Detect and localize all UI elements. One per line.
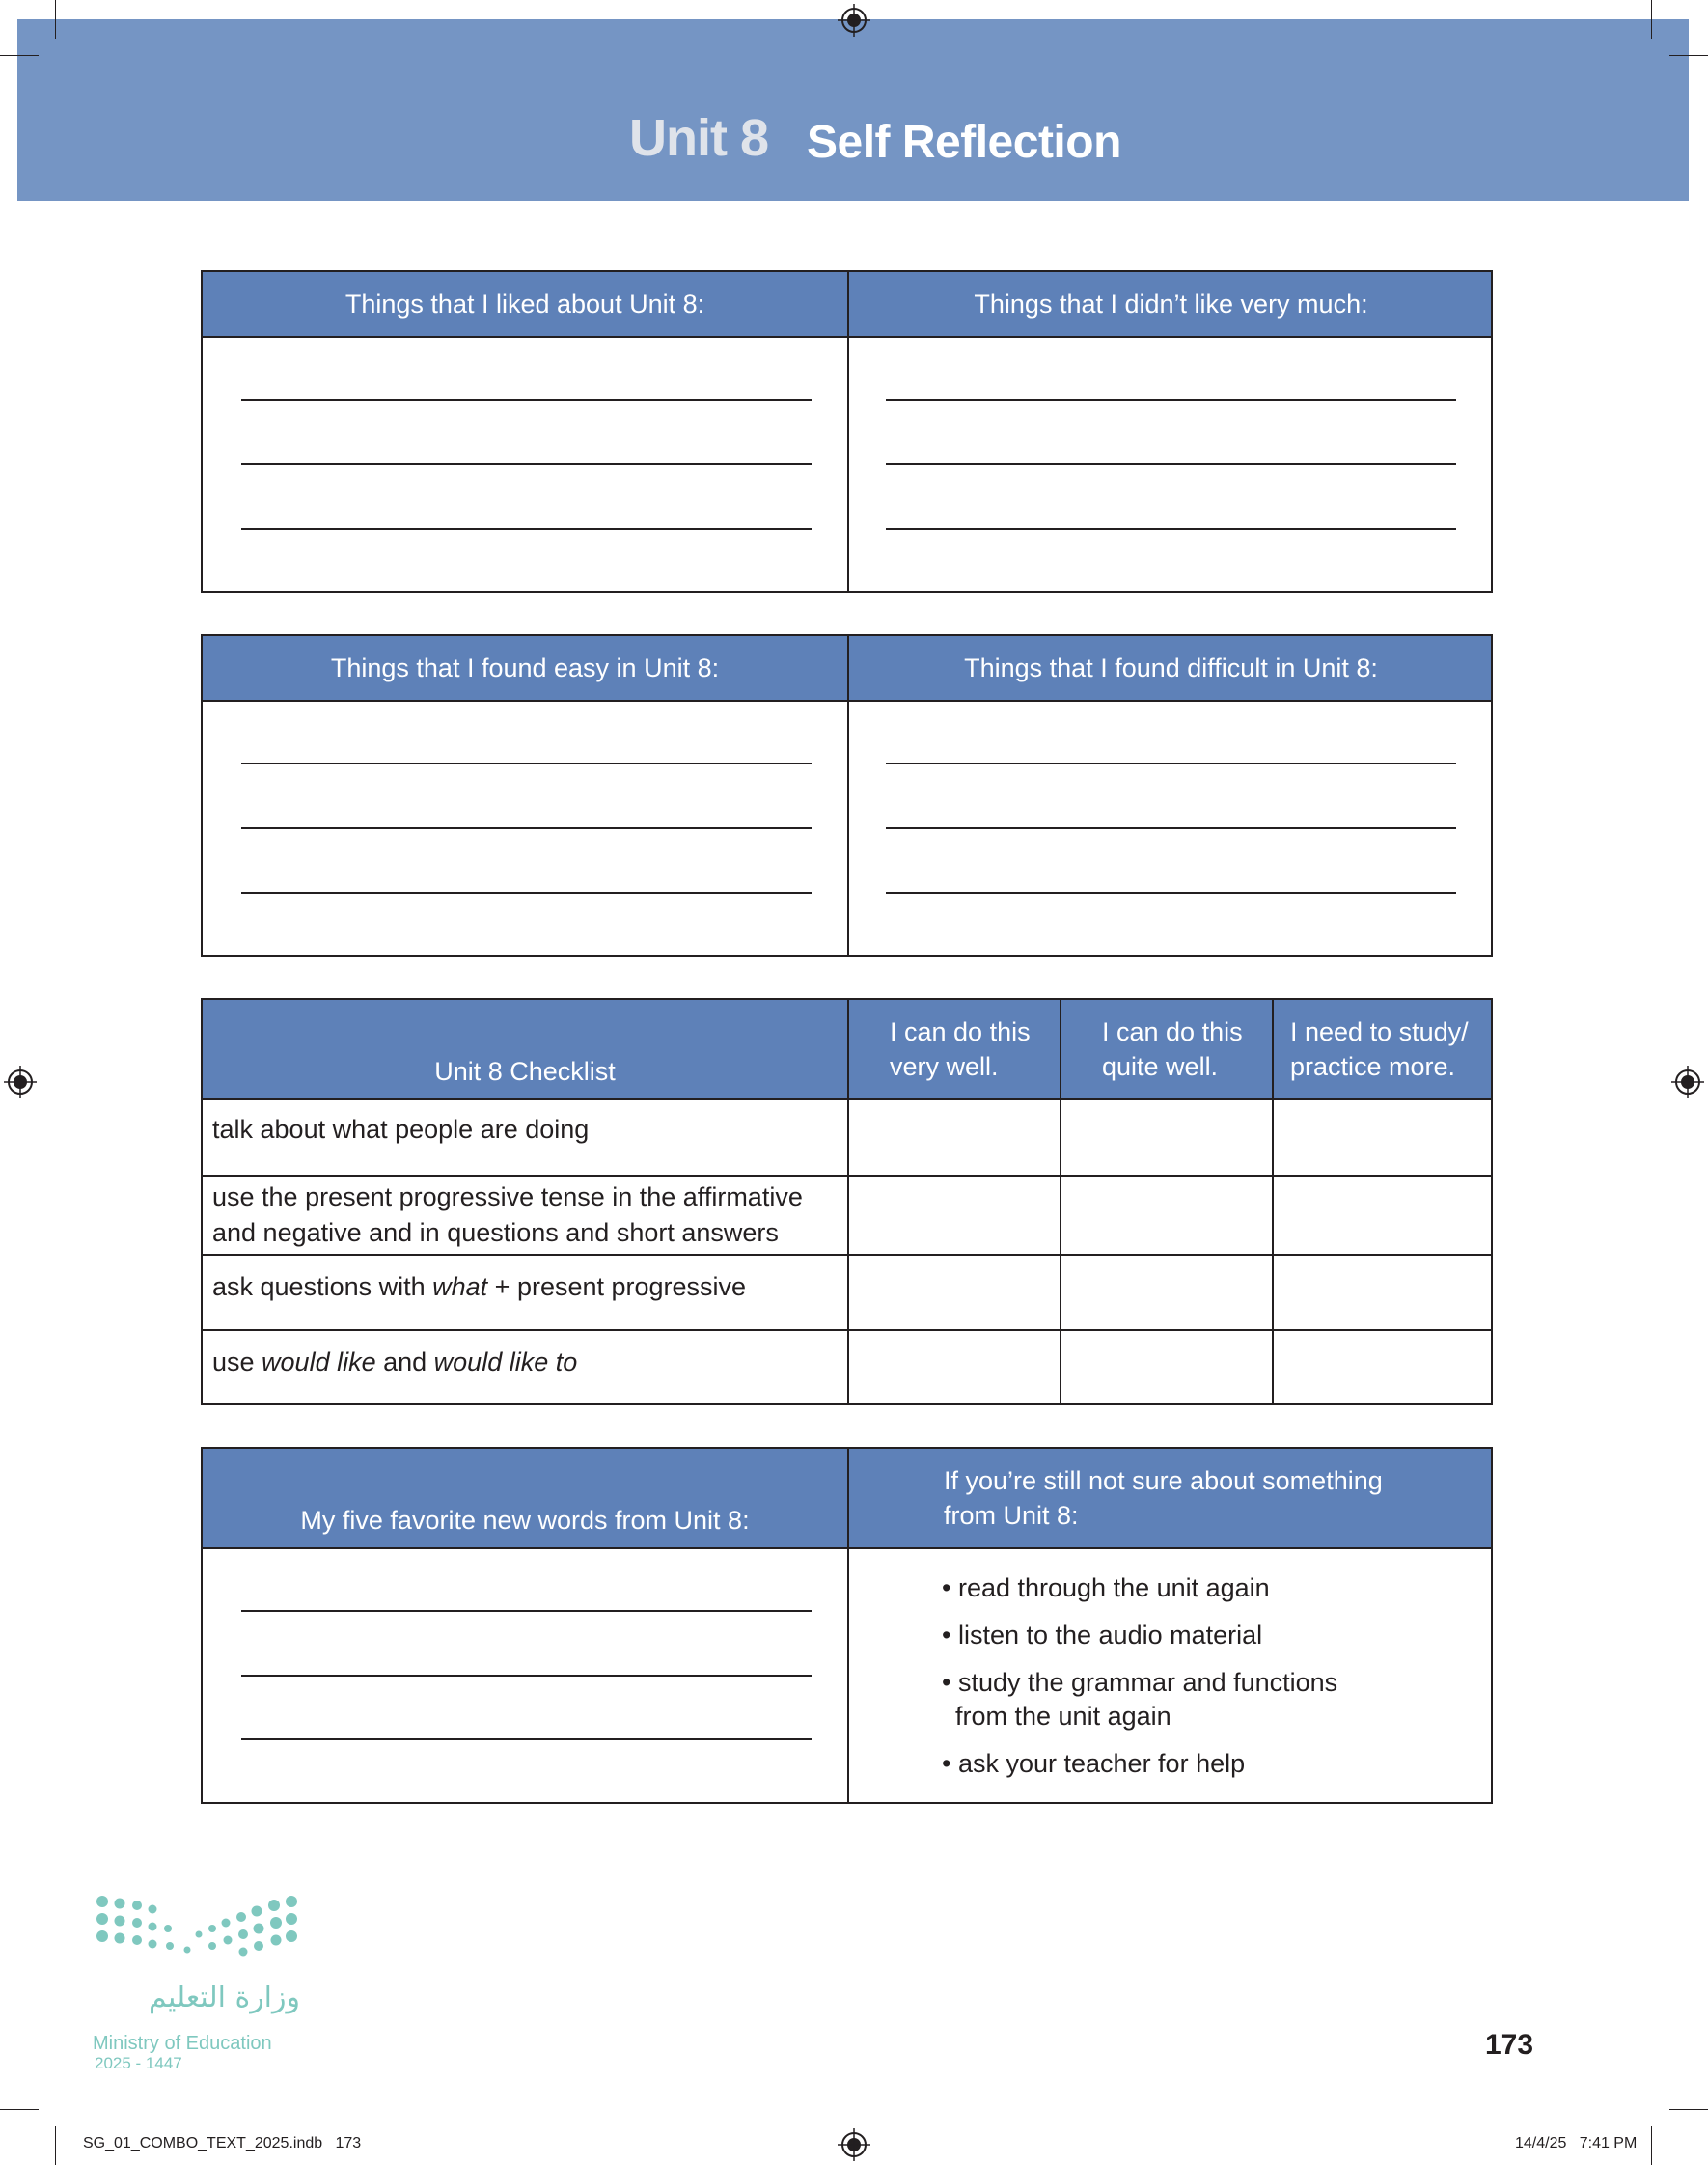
row-text: talk about what people are doing [212, 1115, 590, 1144]
write-line[interactable] [241, 763, 812, 764]
column-label-line: I can do this [1102, 1017, 1243, 1046]
column-quite-well [1061, 1000, 1272, 1098]
column-need-study [1274, 1000, 1493, 1098]
trim-mark [0, 2109, 39, 2110]
write-line[interactable] [241, 528, 812, 530]
row-text: and negative and in questions and short answers [212, 1218, 779, 1247]
header-banner [17, 19, 1689, 201]
registration-mark-icon [1671, 1066, 1704, 1098]
trim-mark [1651, 2126, 1652, 2165]
footer-file-info: SG_01_COMBO_TEXT_2025.indb 173 [83, 2135, 362, 2151]
trim-mark [1669, 55, 1708, 56]
write-line[interactable] [241, 1675, 812, 1677]
ministry-arabic: وزارة التعليم [148, 1981, 300, 2014]
unit-label: Unit 8 [629, 109, 769, 167]
write-line[interactable] [886, 463, 1456, 465]
footer-timestamp: 14/4/25 7:41 PM [1515, 2135, 1638, 2151]
row-text: use the present progressive tense in the affirmative [212, 1182, 803, 1211]
trim-mark [1669, 2109, 1708, 2110]
ministry-logo [93, 1892, 315, 2054]
column-label-line: I can do this [890, 1017, 1031, 1046]
tip-item: from the unit again [955, 1702, 1171, 1731]
row-text-italic: would like to [433, 1347, 578, 1376]
write-line[interactable] [241, 827, 812, 829]
write-line[interactable] [886, 528, 1456, 530]
write-line[interactable] [241, 463, 812, 465]
checklist-row [212, 1345, 577, 1380]
trim-mark [55, 0, 56, 39]
checklist-heading: Unit 8 Checklist [434, 1057, 616, 1086]
column-very-well [849, 1000, 1060, 1098]
tips-heading [849, 1449, 1493, 1547]
write-line[interactable] [241, 1610, 812, 1612]
page-number: 173 [1485, 2029, 1534, 2061]
tip-item: • listen to the audio material [942, 1621, 1263, 1650]
registration-mark-icon [838, 2128, 870, 2161]
write-line[interactable] [886, 399, 1456, 401]
words-tips-table [201, 1447, 1493, 1804]
tips-heading-line: If you’re still not sure about something [944, 1466, 1383, 1495]
checklist-row [212, 1112, 589, 1148]
row-text-italic: what [432, 1272, 488, 1301]
tip-item: • ask your teacher for help [942, 1749, 1246, 1778]
column-label-line: practice more. [1290, 1052, 1456, 1081]
trim-mark [55, 2126, 56, 2165]
ministry-year: 2025 - 1447 [95, 2054, 182, 2072]
write-line[interactable] [241, 399, 812, 401]
liked-heading: Things that I liked about Unit 8: [344, 289, 705, 319]
row-text: + present progressive [487, 1272, 747, 1301]
liked-disliked-table [201, 270, 1493, 593]
tips-list [849, 1549, 1493, 1804]
write-line[interactable] [886, 763, 1456, 764]
row-text: ask questions with [212, 1272, 433, 1301]
row-text-italic: would like [262, 1347, 376, 1376]
write-line[interactable] [886, 892, 1456, 894]
checklist-row [212, 1180, 803, 1251]
row-text: and [375, 1347, 434, 1376]
tips-heading-line: from Unit 8: [944, 1501, 1079, 1530]
registration-mark-icon [4, 1066, 37, 1098]
column-label-line: I need to study/ [1290, 1017, 1469, 1046]
page-title: Self Reflection [807, 117, 1121, 168]
checklist-table [201, 998, 1493, 1405]
trim-mark [1651, 0, 1652, 39]
easy-heading: Things that I found easy in Unit 8: [330, 652, 720, 682]
write-line[interactable] [241, 892, 812, 894]
logo-dots-icon [93, 1892, 305, 1969]
column-label-line: quite well. [1102, 1052, 1219, 1081]
checklist-row [212, 1269, 746, 1305]
column-label-line: very well. [890, 1052, 999, 1081]
disliked-heading: Things that I didn’t like very much: [974, 289, 1368, 319]
favorite-words-heading: My five favorite new words from Unit 8: [300, 1506, 750, 1535]
tip-item: • read through the unit again [942, 1573, 1270, 1602]
write-line[interactable] [886, 827, 1456, 829]
trim-mark [0, 55, 39, 56]
difficult-heading: Things that I found difficult in Unit 8: [964, 652, 1378, 682]
row-text: use [212, 1347, 262, 1376]
write-line[interactable] [241, 1738, 812, 1740]
tip-item: • study the grammar and functions [942, 1668, 1338, 1697]
ministry-english: Ministry of Education [93, 2033, 272, 2054]
easy-difficult-table [201, 634, 1493, 957]
registration-mark-icon [838, 4, 870, 37]
